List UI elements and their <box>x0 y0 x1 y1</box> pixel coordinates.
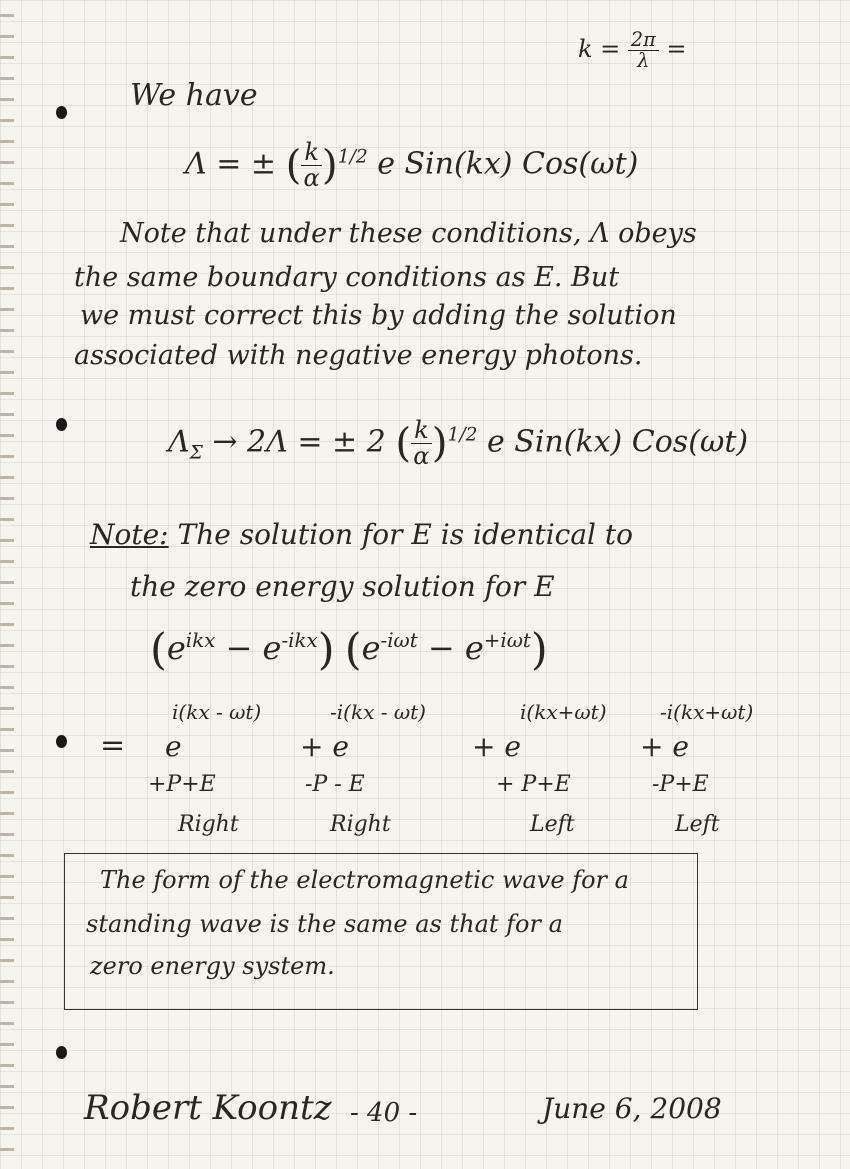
term-direction: Right <box>330 812 391 837</box>
conclusion-line: standing wave is the same as that for a <box>86 910 563 938</box>
exponential-product: $(e^{ikx} - e^{-ikx}) (e^{-i\omega t} - e^{+i\omega t})$ <box>150 625 548 675</box>
punch-hole <box>56 106 67 119</box>
equation-sum: $\Lambda_\Sigma \to 2\Lambda$ = ± 2 ( $\frac{k}{\alpha}$ )$^{1/2}$ e Sin(kx) Cos(ωt) <box>168 416 749 471</box>
k-formula: k = $\frac{2\pi}{\lambda}$ = <box>578 28 687 73</box>
punch-hole <box>56 1046 67 1059</box>
term-e: + e <box>300 730 349 763</box>
term-direction: Right <box>178 812 239 837</box>
paragraph-line: Note that under these conditions, Λ obeys <box>120 218 697 249</box>
term-label: -P - E <box>305 772 365 797</box>
paragraph-line: we must correct this by adding the solution <box>80 300 677 331</box>
term-label: + P+E <box>496 772 571 797</box>
punch-hole <box>56 735 67 748</box>
term-exponent: i(kx - ωt) <box>172 700 262 724</box>
page-date: June 6, 2008 <box>542 1092 722 1125</box>
intro-text: We have <box>130 78 258 113</box>
paragraph-line: associated with negative energy photons. <box>74 340 643 371</box>
equals-sign: = <box>100 728 126 763</box>
term-exponent: -i(kx+ωt) <box>660 700 754 724</box>
note-block: Note: The solution for E is identical to <box>90 518 634 551</box>
note-line: the zero energy solution for E <box>130 570 555 603</box>
term-exponent: -i(kx - ωt) <box>330 700 426 724</box>
spiral-binding <box>0 0 14 1169</box>
author-signature: Robert Koontz <box>84 1088 332 1128</box>
punch-hole <box>56 418 67 431</box>
term-exponent: i(kx+ωt) <box>520 700 607 724</box>
term-direction: Left <box>675 812 720 837</box>
conclusion-line: zero energy system. <box>90 952 335 980</box>
conclusion-line: The form of the electromagnetic wave for a <box>100 866 629 894</box>
term-e: e <box>165 730 182 763</box>
term-e: + e <box>472 730 521 763</box>
term-label: +P+E <box>148 772 216 797</box>
term-label: -P+E <box>652 772 709 797</box>
equation-lambda: Λ = ± ( $\frac{k}{\alpha}$ )$^{1/2}$ e Sin(kx) Cos(ωt) <box>185 138 639 193</box>
paragraph-line: the same boundary conditions as E. But <box>74 262 620 293</box>
page-number: - 40 - <box>350 1098 418 1128</box>
term-direction: Left <box>530 812 575 837</box>
term-e: + e <box>640 730 689 763</box>
